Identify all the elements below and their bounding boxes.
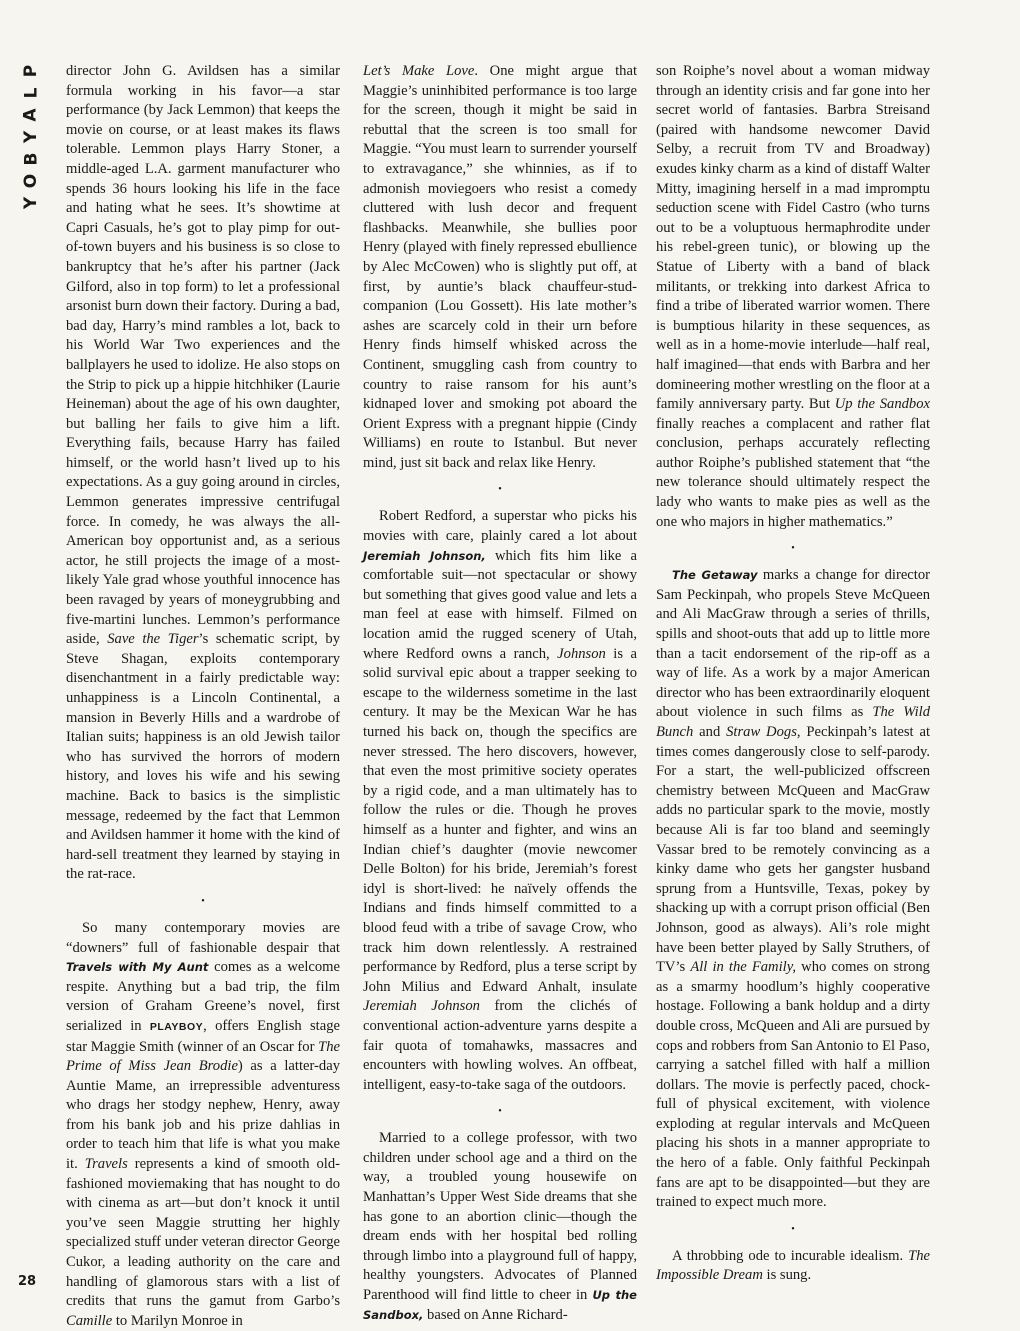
text-run: Peckinpah’s latest at times comes dangerously close to self-parody. For a start, the well-publicized offscreen chemistry between McQueen and MacGraw adds no particular spark to the movie, mostly because Ali is far too bland and seemingly Vassar bred to be remotely convincing as a kinky dame who gets her gangster husband sprung from a Huntsville, Texas, pokey by shacking up with a corrupt prison official (Ben Johnson, good as always). Ali’s role might have been better played by Sally Struthers, of TV’s xyxy=(656,724,931,976)
masthead-letter: O xyxy=(20,173,41,189)
film-title: Straw Dogs, xyxy=(726,724,801,740)
film-title: The Getaway xyxy=(672,568,758,583)
text-run: So many contemporary movies are “downers” full of fashionable despair that xyxy=(66,919,340,956)
film-title: The Impossible Dream xyxy=(656,1247,930,1284)
paragraph xyxy=(363,1129,637,1325)
film-title: Let’s Make Love xyxy=(363,63,475,79)
text-run: comes as a welcome respite. Anything but a bad trip, the film version of Graham Greene’s novel, first serialized in xyxy=(66,959,341,1034)
film-title: Jeremiah Johnson, xyxy=(363,548,486,563)
masthead-letter: B xyxy=(21,152,41,166)
masthead-letter: P xyxy=(21,64,41,78)
text-run: represents a kind of smooth old-fashioned moviemaking that has nought to do with cinema as art—but don’t knock it until you’ve seen Maggie strutting her highly specialized stuff under veteran director George Cukor, a leading authority on the care and handling of glamorous stars with a list of credits that runs the gamut from Garbo’s xyxy=(66,1156,341,1310)
film-title: Johnson xyxy=(557,645,606,662)
text-run: to Marilyn Monroe in xyxy=(115,1312,243,1329)
text-run: based on Anne Richard- xyxy=(427,1306,568,1323)
text-run: and xyxy=(699,724,721,740)
text-run: . One might argue that Maggie’s uninhibited performance is too large for the screen, though it might be said in rebuttal that the screen is too small for Maggie. “You must learn to surrender yourself to extravagance,” she whinnies, as if to admonish moviegoers who resist a comedy cluttered with lush decor and frequent flashbacks. Meanwhile, she bullies poor Henry (played with finely repressed ebullience by Alec McCowen) who is slightly put off, at first, by auntie’s black chauffeur-stud-companion (Lou Gossett). His late mother’s ashes are scarcely cold in their urn before Henry finds himself whisked across the Continent, smuggling cash from country to country to raise ransom for his aunt’s kidnaped lover and smoking pot aboard the Orient Express with a pregnant hippie (Cindy Williams) en route to Istanbul. But never mind, just sit back and relax like Henry. xyxy=(363,63,637,471)
masthead-letter: Y xyxy=(21,130,41,144)
paragraph xyxy=(66,62,340,885)
masthead-letter: Y xyxy=(21,196,41,210)
text-run: is a solid survival epic about a trapper seeking to escape to the wilderness sometime in the last century. It may be the Mexican War he has turned his back on, though the specifics are never stressed. The hero discovers, however, that even the most primitive society operates by a rigid code, and a man ultimately has to follow the rules or die. Though he proves himself as a hunter and fighter, and wins an Indian chief’s daughter (movie newcomer Delle Bolton) for his bride, Jeremiah’s forest idyl is short-lived: he naïvely offends the Indians and finds himself committed to a blood feud with a tribe of savage Crow, who track him down relentlessly. A restrained performance by Redford, plus a terse script by John Milius and Edward Anhalt, insulate xyxy=(363,645,637,995)
paragraph xyxy=(656,1247,930,1286)
paragraph xyxy=(656,62,930,532)
text-run: from the clichés of conventional action-adventure yarns despite a fair quota of tomahawks, massacres and encounters with howling wolves. An offbeat, intelligent, easy-to-take saga of the outdoors. xyxy=(363,998,637,1093)
masthead xyxy=(16,60,46,214)
film-title: Up the Sandbox, xyxy=(363,1288,637,1322)
masthead-letter: A xyxy=(20,108,41,122)
paragraph xyxy=(363,62,637,473)
film-title: Travels with My Aunt xyxy=(66,960,209,975)
text-run: is sung. xyxy=(766,1267,812,1284)
text-run: , offers English stage star Maggie Smith (winner of an Oscar for xyxy=(66,1017,340,1055)
film-title: Travels xyxy=(84,1156,128,1173)
section-divider xyxy=(363,479,637,501)
text-run: A throbbing ode to incurable idealism. xyxy=(672,1247,904,1264)
film-title: Jeremiah Johnson xyxy=(363,998,480,1015)
text-run: marks a change for director Sam Peckinpah, who propels Steve McQueen and Ali MacGraw through a series of thrills, spills and shoot-outs that add up to little more than a tacit endorsement of the rip-off as a way of life. As a work by a major American director who has been extraordinarily eloquent about violence in such films as xyxy=(656,567,930,721)
column-1 xyxy=(66,62,341,1329)
text-run: Married to a college professor, with two children under school age and a third on the way, a troubled young housewife on Manhattan’s Upper West Side dreams that she has gone to an abortion clinic—though the dream ends with her hospital bed rolling through limbo into a playground full of happy, healthy youngsters. Advocates of Planned Parenthood will find little to cheer in xyxy=(363,1130,637,1304)
paragraph xyxy=(66,919,340,1331)
text-run: director John G. Avildsen has a similar formula working in his favor—a star performance (by Jack Lemmon) that keeps the movie on course, or at least makes its flaws tolerable. Lemmon plays Harry Stoner, a middle-aged L.A. garment manufacturer who spends 36 hours looking his life in the face and hating what he sees. It’s showtime at Capri Casuals, he’s got to play pimp for out-of-town buyers and his business is so close to bankruptcy that he’s after his partner (Jack Gilford, also in top form) to let a professional arsonist burn down their factory. During a bad, bad day, Harry’s mind rambles a lot, back to his World War Two experiences and the ballplayers he used to idolize. He also stops on the Strip to pick up a hippie hitchhiker (Laurie Heineman) about the age of his own daughter, but balling her fails to give him a lift. Everything fails, because Harry has failed himself, or the world hasn’t lived up to his expectations. As a guy going around in circles, Lemmon generates impressive centrifugal force. In comedy, he was always the all-American boy opportunist and, as a serious actor, he still projects the image of a most-likely Yale grad whose youthful innocence has been ravaged by years of moneygrubbing and five-martini lunches. Lemmon’s performance aside, xyxy=(66,63,340,648)
column-2 xyxy=(363,62,637,1323)
text-run: ) as a latter-day Auntie Mame, an irrepressible adventuress who drags her stodgy nephew, Henry, away from his bank job and his prize dahlias in order to teach him that life is what you make it. xyxy=(66,1058,340,1173)
section-divider xyxy=(656,1219,930,1241)
paragraph xyxy=(363,507,637,1095)
paragraph xyxy=(656,566,930,1213)
film-title: The Wild Bunch xyxy=(656,704,931,740)
text-run: Robert Redford, a superstar who picks his movies with care, plainly cared a lot about xyxy=(363,508,637,545)
text-run: which fits him like a comfortable suit—not spectacular or showy but something that gives good value and lets a man feel at ease with himself. Filmed on location amid the rugged scenery of Utah, where Redford owns a ranch, xyxy=(363,547,637,662)
section-divider xyxy=(66,891,340,913)
text-run: finally reaches a complacent and rather flat conclusion, perhaps accurately reflecting author Roiphe’s published statement that “the new tolerance should ultimately respect the lady who wants to make pies as well as the one who majors in higher mathematics.” xyxy=(656,415,930,530)
film-title: Camille xyxy=(66,1312,113,1329)
page-number: 28 xyxy=(18,1274,37,1289)
magazine-name: PLAYBOY xyxy=(149,1020,204,1033)
film-title: Save the Tiger xyxy=(107,631,199,648)
film-title: The Prime of Miss Jean Brodie xyxy=(66,1038,340,1075)
text-run: ’s schematic script, by Steve Shagan, exploits contemporary disenchantment in a fairly predictable way: unhappiness is a Lincoln Continental, a mansion in Beverly Hills and a wardrobe of Italian suits; happiness is an old Jewish tailor who has survived the horrors of modern history, and loves his wife and his sewing machine. Back to basics is the simplistic message, redeemed by the fact that Lemmon and Avildsen hammer it home with the kind of hard-sell treatment they learned by staying in the rat-race. xyxy=(66,631,340,883)
text-run: son Roiphe’s novel about a woman midway through an identity crisis and far gone into her secret world of fantasies. Barbra Streisand (paired with handsome newcomer David Selby, a recruit from TV and Broadway) exudes kinky charm as a kind of distaff Walter Mitty, imagining herself in a mad impromptu seduction scene with Fidel Castro (who turns out to be a voluptuous hermaphrodite under his rebel-green tunic), or blowing up the Statue of Liberty with a band of black militants, or trekking into darkest Africa to find a tribe of liberated warrior women. There is bumptious hilarity in these sequences, as well as in a home-movie interlude—half real, half imagined—that ends with Barbra and her domineering mother wrestling on the floor at a family anniversary party. But xyxy=(656,63,930,413)
section-divider xyxy=(363,1101,637,1123)
column-3 xyxy=(656,62,930,1302)
masthead-letter: L xyxy=(21,87,41,99)
film-title: All in the Family, xyxy=(690,959,797,976)
film-title: Up the Sandbox xyxy=(834,396,930,413)
text-run: who comes on strong as a smarmy hoodlum’s highly cooperative hostage. Following a bank holdup and a dirty double cross, McQueen and Ali are pursued by cops and robbers from San Antonio to El Paso, carrying a satchel filled with half a million dollars. The movie is perfectly paced, chock-full of physical excitement, with violence exploding at regular intervals and McQueen placing his shots in a manner appropriate to the hero of a fable. Only faithful Peckinpah fans are apt to be disappointed—but they are trained to expect much more. xyxy=(656,959,930,1211)
section-divider xyxy=(656,538,930,560)
